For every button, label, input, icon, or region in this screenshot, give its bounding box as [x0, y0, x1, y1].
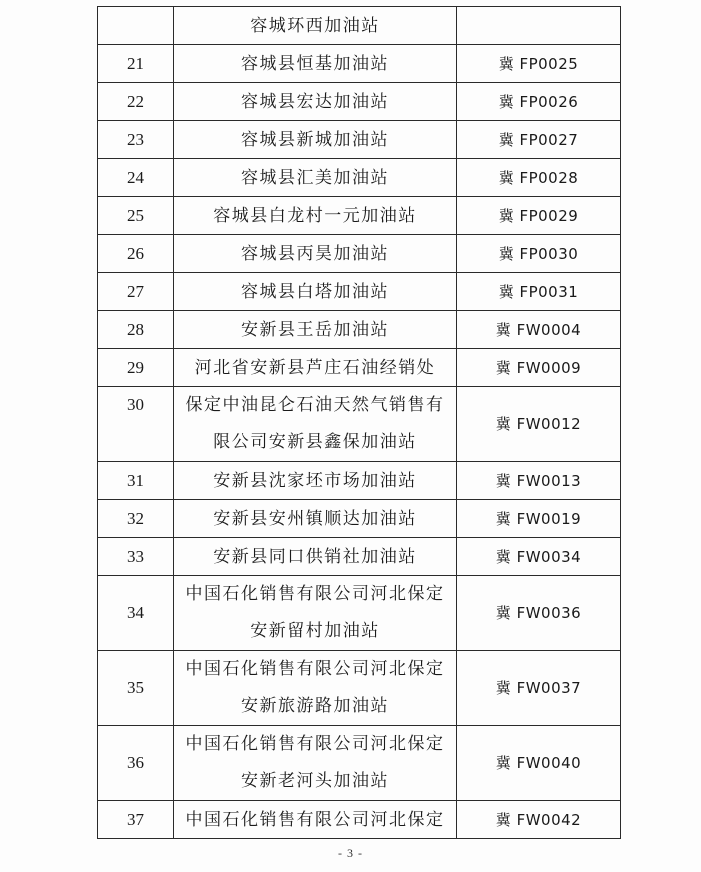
license-code: 冀 FP0025: [457, 45, 621, 83]
license-code: 冀 FP0026: [457, 83, 621, 121]
table-body: [98, 7, 621, 839]
station-name-line: 安新县安州镇顺达加油站: [213, 508, 417, 529]
row-number: 22: [98, 83, 174, 121]
row-number: 34: [98, 576, 174, 651]
station-name-line: 安新老河头加油站: [241, 771, 389, 791]
row-number: 30: [98, 387, 174, 462]
station-name: [174, 197, 457, 235]
station-name: [174, 45, 457, 83]
station-name: [174, 311, 457, 349]
table-row: [98, 273, 621, 311]
row-number: 31: [98, 462, 174, 500]
table-row: [98, 197, 621, 235]
license-code: 冀 FW0009: [457, 349, 621, 387]
station-name: [174, 159, 457, 197]
table-row: [98, 311, 621, 349]
table-row: [98, 576, 621, 651]
station-name: [174, 576, 457, 651]
station-name-line: 河北省安新县芦庄石油经销处: [194, 357, 436, 378]
row-number: 28: [98, 311, 174, 349]
license-code: 冀 FW0013: [457, 462, 621, 500]
table-row: [98, 387, 621, 462]
row-number: 21: [98, 45, 174, 83]
table-row: [98, 45, 621, 83]
row-number: 35: [98, 651, 174, 726]
station-name: [174, 538, 457, 576]
station-name: [174, 83, 457, 121]
station-name: [174, 121, 457, 159]
row-number: 27: [98, 273, 174, 311]
table-row: [98, 500, 621, 538]
station-name-line: 安新留村加油站: [250, 621, 380, 641]
gas-station-table: [97, 6, 621, 839]
station-name: [174, 7, 457, 45]
station-name-line: 安新县同口供销社加油站: [213, 546, 417, 567]
station-name-line: 中国石化销售有限公司河北保定: [185, 584, 445, 604]
table-row: [98, 121, 621, 159]
license-code: 冀 FW0040: [457, 726, 621, 801]
row-number: 24: [98, 159, 174, 197]
station-name: [174, 349, 457, 387]
station-name-line: 容城县白塔加油站: [241, 281, 389, 302]
station-name: [174, 235, 457, 273]
station-name-line: 容城县白龙村一元加油站: [213, 205, 417, 226]
row-number: 32: [98, 500, 174, 538]
table-row: [98, 349, 621, 387]
station-name: [174, 273, 457, 311]
license-code: 冀 FP0029: [457, 197, 621, 235]
table-row: [98, 462, 621, 500]
row-number: 36: [98, 726, 174, 801]
station-name-line: 中国石化销售有限公司河北保定: [185, 659, 445, 679]
license-code: 冀 FW0019: [457, 500, 621, 538]
station-name: [174, 651, 457, 726]
station-name: [174, 387, 457, 462]
license-code: 冀 FW0012: [457, 387, 621, 462]
row-number: 37: [98, 801, 174, 839]
station-name-line: 容城县丙昊加油站: [241, 243, 389, 264]
station-name-line: 容城环西加油站: [250, 15, 380, 36]
row-number: 26: [98, 235, 174, 273]
license-code: 冀 FP0027: [457, 121, 621, 159]
station-name-line: 中国石化销售有限公司河北保定: [185, 809, 445, 830]
license-code: 冀 FP0030: [457, 235, 621, 273]
station-name-line: 容城县新城加油站: [241, 129, 389, 150]
station-name: [174, 500, 457, 538]
station-name: [174, 801, 457, 839]
station-name: [174, 462, 457, 500]
station-name: [174, 726, 457, 801]
table-row: [98, 235, 621, 273]
station-name-line: 容城县汇美加油站: [241, 167, 389, 188]
table-row: [98, 538, 621, 576]
table-row: [98, 83, 621, 121]
table-row: [98, 159, 621, 197]
license-code: 冀 FP0028: [457, 159, 621, 197]
page-number: - 3 -: [338, 846, 363, 860]
station-name-line: 中国石化销售有限公司河北保定: [185, 734, 445, 754]
station-name-line: 安新旅游路加油站: [241, 696, 389, 716]
station-name-line: 安新县沈家坯市场加油站: [213, 470, 417, 491]
license-code: 冀 FW0042: [457, 801, 621, 839]
row-number: 23: [98, 121, 174, 159]
station-name-line: 限公司安新县鑫保加油站: [213, 432, 417, 452]
station-name-line: 安新县王岳加油站: [241, 319, 389, 340]
table-row: [98, 726, 621, 801]
license-code: 冀 FW0004: [457, 311, 621, 349]
station-name-line: 保定中油昆仑石油天然气销售有: [185, 395, 445, 415]
station-name-line: 容城县宏达加油站: [241, 91, 389, 112]
license-code: [457, 7, 621, 45]
row-number: 29: [98, 349, 174, 387]
license-code: 冀 FW0036: [457, 576, 621, 651]
station-name-line: 容城县恒基加油站: [241, 53, 389, 74]
row-number: 25: [98, 197, 174, 235]
license-code: 冀 FW0037: [457, 651, 621, 726]
license-code: 冀 FP0031: [457, 273, 621, 311]
table-row: [98, 651, 621, 726]
row-number: [98, 7, 174, 45]
table-row: [98, 801, 621, 839]
row-number: 33: [98, 538, 174, 576]
license-code: 冀 FW0034: [457, 538, 621, 576]
table-row: [98, 7, 621, 45]
